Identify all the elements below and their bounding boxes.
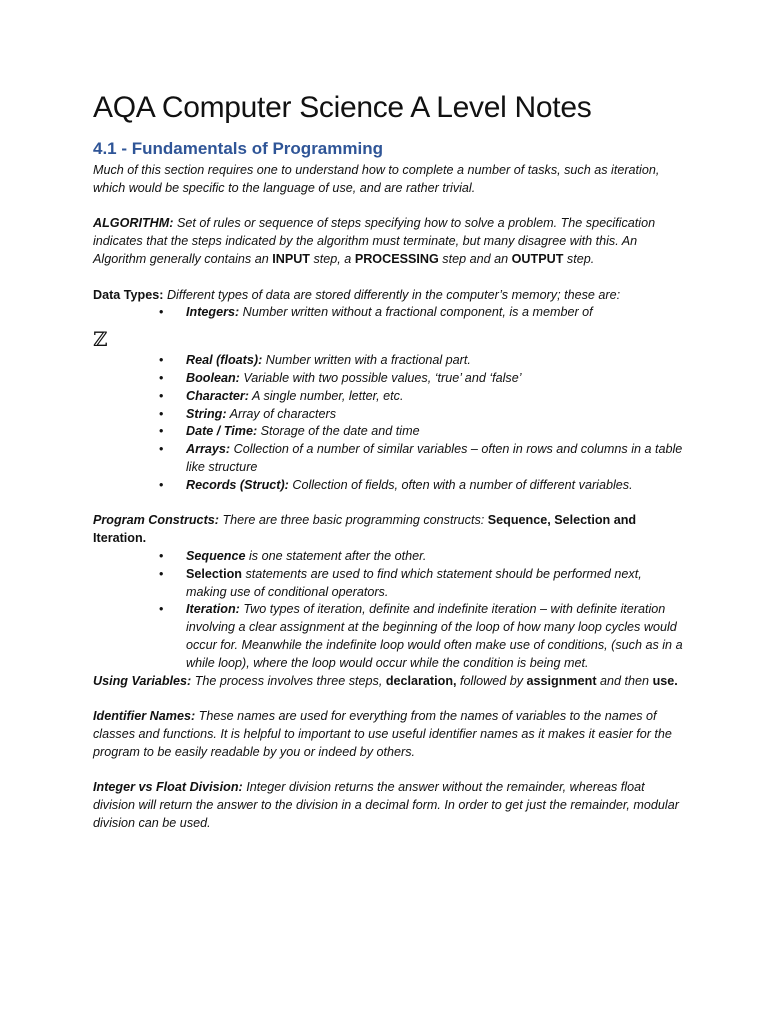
algorithm-text: step. <box>563 251 595 266</box>
item-term: Date / Time: <box>186 424 258 439</box>
data-types-term: Data Types: <box>93 287 164 302</box>
variables-text: and then <box>596 673 653 688</box>
list-item <box>93 441 683 477</box>
data-types-list <box>93 304 683 322</box>
item-text: is one statement after the other. <box>245 548 427 563</box>
data-types-text: Different types of data are stored differently in the computer’s memory; these are: <box>163 287 621 302</box>
list-item <box>93 423 683 441</box>
item-term: Arrays: <box>186 442 231 457</box>
list-item <box>93 548 683 566</box>
item-term: Sequence <box>186 548 246 563</box>
item-text: A single number, letter, etc. <box>249 388 404 403</box>
item-text: Variable with two possible values, ‘true’ and ‘false’ <box>239 370 522 385</box>
item-text: Number written without a fractional component, is a member of <box>239 305 593 320</box>
variables-text: The process involves three steps, <box>191 673 386 688</box>
constructs-list <box>93 548 683 673</box>
constructs-text: There are three basic programming constructs: <box>218 513 488 528</box>
item-text: statements are used to find which statement should be performed next, making use of conditional operators. <box>186 566 642 599</box>
input-keyword: INPUT <box>272 251 310 266</box>
identifiers-paragraph <box>93 708 683 761</box>
list-item <box>93 370 683 388</box>
item-term: Iteration: <box>186 602 240 617</box>
item-term: String: <box>186 406 227 421</box>
z-symbol: ℤ <box>93 327 108 352</box>
algorithm-text: step, a <box>310 251 355 266</box>
item-text: Collection of fields, often with a number of different variables. <box>288 477 633 492</box>
data-types-list-continued <box>93 352 683 494</box>
list-item <box>93 601 683 672</box>
division-paragraph <box>93 779 683 832</box>
variables-paragraph <box>93 673 683 691</box>
processing-keyword: PROCESSING <box>354 251 439 266</box>
algorithm-text: step and an <box>438 251 512 266</box>
list-item <box>93 304 683 322</box>
document-page <box>93 88 683 833</box>
identifiers-text: These names are used for everything from the names of variables to the names of classes and functions. It is helpful to important to use useful identifier names as it makes it easier for the program to be easily readable by you or indeed by others. <box>93 709 672 759</box>
intro-paragraph: Much of this section requires one to understand how to complete a number of tasks, such as iteration, which would be specific to the language of use, and are rather trivial. <box>93 163 660 195</box>
item-text: Array of characters <box>226 406 336 421</box>
section-heading: 4.1 - Fundamentals of Programming <box>93 139 383 158</box>
constructs-list-bold: Sequence, Selection and Iteration. <box>93 513 637 546</box>
algorithm-term: ALGORITHM: <box>93 216 174 231</box>
declaration-keyword: declaration, <box>385 673 457 688</box>
item-text: Number written with a fractional part. <box>262 353 471 368</box>
division-text: Integer division returns the answer without the remainder, whereas float division will return the answer to the division in a decimal form. In order to get just the remainder, modular division can be used. <box>93 780 679 830</box>
item-text: Two types of iteration, definite and indefinite iteration – with definite iteration involving a clear assignment at the beginning of the loop of how many loop cycles would occur for. Meanwhile the indefinite loop would often make use of conditions, (such as in a while loop), where the loop would occur while the condition is being met. <box>186 602 683 670</box>
variables-term: Using Variables: <box>93 673 192 688</box>
list-item <box>93 388 683 406</box>
item-term: Records (Struct): <box>186 477 289 492</box>
variables-text: followed by <box>456 673 527 688</box>
list-item <box>93 477 683 495</box>
data-types-paragraph <box>93 287 683 305</box>
item-term: Character: <box>186 388 249 403</box>
item-term: Real (floats): <box>186 353 263 368</box>
algorithm-text: Set of rules or sequence of steps specifying how to solve a problem. The specification indicates that the steps indicated by the algorithm must terminate, but many disagree with this. An Algorithm generally contains an <box>93 216 656 266</box>
constructs-term: Program Constructs: <box>93 513 219 528</box>
use-keyword: use. <box>652 673 678 688</box>
item-text: Storage of the date and time <box>257 424 420 439</box>
item-text: Collection of a number of similar variables – often in rows and columns in a table like structure <box>186 442 683 474</box>
assignment-keyword: assignment <box>526 673 597 688</box>
algorithm-paragraph <box>93 215 683 268</box>
output-keyword: OUTPUT <box>511 251 564 266</box>
integers-set-symbol <box>93 326 683 352</box>
document-title: AQA Computer Science A Level Notes <box>93 91 592 124</box>
constructs-paragraph <box>93 512 683 548</box>
division-term: Integer vs Float Division: <box>93 780 243 795</box>
item-term: Boolean: <box>186 370 240 385</box>
list-item <box>93 566 683 602</box>
list-item <box>93 406 683 424</box>
list-item <box>93 352 683 370</box>
item-term: Integers: <box>186 305 240 320</box>
identifiers-term: Identifier Names: <box>93 709 196 724</box>
item-term: Selection <box>186 566 242 581</box>
